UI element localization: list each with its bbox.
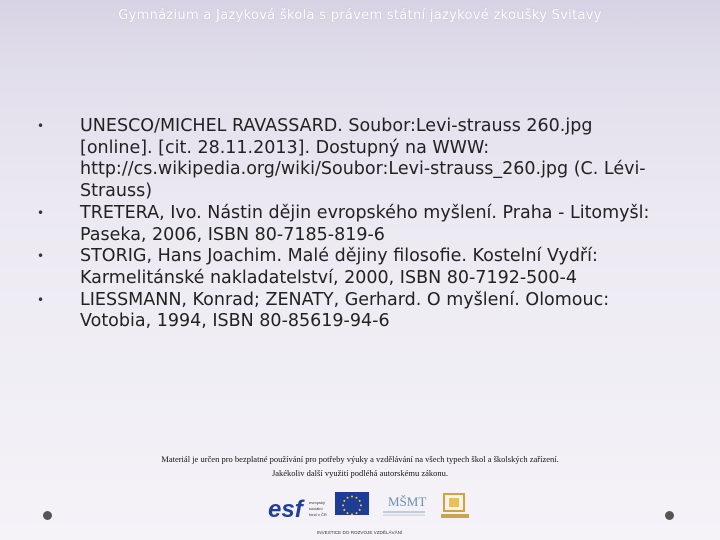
- nav-dot-left: [43, 511, 52, 520]
- reference-text: STORIG, Hans Joachim. Malé dějiny filosofie. Kostelní Vydří: Karmelitánské nakladatelství, 2000, ISBN 80-7192-500-4: [80, 246, 598, 288]
- reference-text: TRETERA, Ivo. Nástin dějin evropského myšlení. Praha - Litomyšl: Paseka, 2006, ISBN 80-7185-819-6: [80, 202, 650, 245]
- eu-flag-icon: [335, 492, 369, 515]
- esf-logo: [268, 496, 327, 523]
- reference-text: UNESCO/MICHEL RAVASSARD. Soubor:Levi-strauss 260.jpg [online]. [cit. 28.11.2013]. Dostupný na WWW: http://cs.wikipedia.org/wiki/Soubor:Levi-strauss_260.jpg (C. Lévi-Strauss): [80, 116, 646, 202]
- copyright-note: [95, 452, 625, 480]
- copyright-line: Jakékoliv další využití podléhá autorskému zákonu.: [271, 468, 449, 478]
- investment-banner: INVESTICE DO ROZVOJE VZDĚLÁVÁNÍ: [317, 530, 403, 535]
- bullet-icon: •: [37, 292, 45, 307]
- reference-item: [30, 246, 670, 289]
- copyright-line: Materiál je určen pro bezplatné používání pro potřeby výuky a vzdělávání na všech typech škol a školských zařízení.: [161, 454, 559, 464]
- reference-text: LIESSMANN, Konrad; ZENATY, Gerhard. O myšlení. Olomouc: Votobia, 1994, ISBN 80-85619-94-6: [80, 289, 610, 332]
- nav-dot-right: [665, 511, 674, 520]
- svg-text:MŠMT: MŠMT: [388, 494, 427, 509]
- svg-text:sociální: sociální: [309, 506, 323, 511]
- msmt-logo: [383, 494, 426, 515]
- bullet-icon: •: [37, 205, 45, 220]
- bibliography-list: [30, 116, 670, 333]
- reference-item: [30, 116, 670, 203]
- svg-text:evropský: evropský: [309, 500, 326, 505]
- reference-item: [30, 290, 670, 333]
- school-header: Gymnázium a Jazyková škola s právem státní jazykové zkoušky Svitavy: [118, 8, 602, 23]
- bullet-icon: •: [37, 249, 45, 264]
- funding-logos: [265, 488, 480, 538]
- svg-text:fond v ČR: fond v ČR: [309, 512, 327, 517]
- reference-item: [30, 203, 670, 246]
- svg-text:esf: esf: [268, 496, 303, 523]
- region-logo: [441, 494, 469, 518]
- bullet-icon: •: [37, 119, 45, 133]
